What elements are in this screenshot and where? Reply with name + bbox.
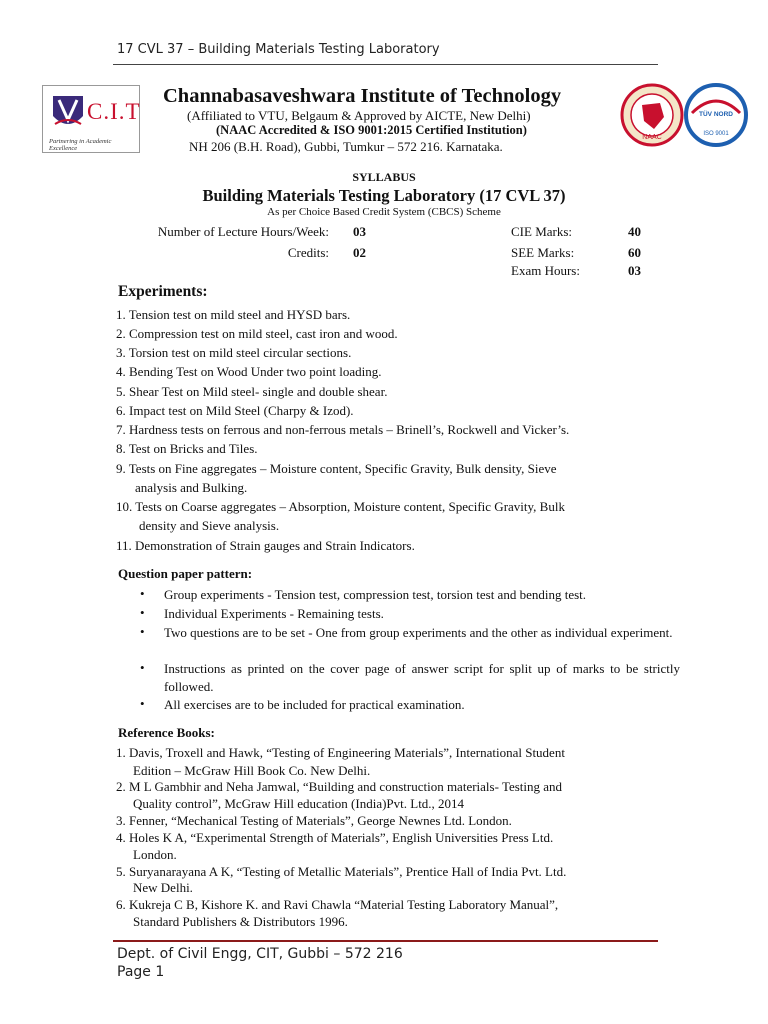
institute-name: Channabasaveshwara Institute of Technology	[163, 85, 562, 107]
footer-department: Dept. of Civil Engg, CIT, Gubbi – 572 216	[117, 946, 403, 962]
reference-item-continuation: London.	[133, 847, 177, 862]
bullet-icon: •	[140, 660, 145, 675]
reference-item: 5. Suryanarayana A K, “Testing of Metallic Materials”, Prentice Hall of India Pvt. Ltd.	[116, 864, 567, 879]
reference-item: 3. Fenner, “Mechanical Testing of Materials”, George Newnes Ltd. London.	[116, 813, 512, 828]
footer-divider	[113, 940, 658, 942]
bullet-icon: •	[140, 624, 145, 639]
institute-affiliation: (Affiliated to VTU, Belgaum & Approved by AICTE, New Delhi)	[187, 108, 531, 123]
reference-item: 6. Kukreja C B, Kishore K. and Ravi Chawla “Material Testing Laboratory Manual”,	[116, 897, 559, 912]
experiment-item: 4. Bending Test on Wood Under two point loading.	[116, 364, 382, 379]
cit-logo	[42, 85, 140, 153]
lecture-hours-label: Number of Lecture Hours/Week:	[157, 224, 329, 239]
experiment-item: 7. Hardness tests on ferrous and non-ferrous metals – Brinell’s, Rockwell and Vicker’s.	[116, 422, 570, 437]
naac-seal-label: NAAC	[642, 134, 662, 141]
bullet-icon: •	[140, 696, 145, 711]
question-pattern-text: All exercises are to be included for practical examination.	[164, 697, 465, 712]
see-marks-value: 60	[628, 245, 641, 260]
question-pattern-heading: Question paper pattern:	[118, 566, 253, 581]
reference-item-continuation: New Delhi.	[133, 880, 193, 895]
reference-item: 4. Holes K A, “Experimental Strength of Materials”, English Universities Press Ltd.	[116, 830, 554, 845]
cie-marks-label: CIE Marks:	[511, 224, 573, 239]
course-title: Building Materials Testing Laboratory (17 CVL 37)	[202, 186, 566, 205]
question-pattern-text: Two questions are to be set - One from group experiments and the other as individual experiment.	[164, 625, 673, 640]
question-pattern-text: Individual Experiments - Remaining tests.	[164, 606, 384, 621]
scheme-note: As per Choice Based Credit System (CBCS) Scheme	[267, 206, 501, 218]
reference-item: 1. Davis, Troxell and Hawk, “Testing of Engineering Materials”, International Student	[116, 745, 565, 760]
experiment-item-continuation: analysis and Bulking.	[135, 480, 248, 495]
bullet-icon: •	[140, 586, 145, 601]
header-divider	[113, 64, 658, 65]
institute-accreditation	[216, 123, 527, 138]
see-marks-label: SEE Marks:	[511, 245, 575, 260]
experiment-item-continuation: density and Sieve analysis.	[139, 518, 280, 533]
cit-logo-text: C.I.T	[87, 99, 141, 124]
reference-books-heading: Reference Books:	[118, 725, 215, 740]
experiment-item: 8. Test on Bricks and Tiles.	[116, 441, 258, 456]
question-pattern-text: Group experiments - Tension test, compression test, torsion test and bending test.	[164, 587, 587, 602]
experiment-item: 1. Tension test on mild steel and HYSD bars.	[116, 307, 351, 322]
question-pattern-text: Instructions as printed on the cover page of answer script for split up of marks to be strictly followed.	[164, 661, 680, 694]
experiment-item: 9. Tests on Fine aggregates – Moisture content, Specific Gravity, Bulk density, Sieve	[116, 461, 557, 476]
experiment-item: 3. Torsion test on mild steel circular sections.	[116, 345, 352, 360]
institute-accreditation-text: (NAAC Accredited & ISO 9001:2015 Certified Institution)	[216, 123, 527, 137]
bullet-icon: •	[140, 605, 145, 620]
credits-value: 02	[353, 245, 366, 260]
experiment-item: 5. Shear Test on Mild steel- single and double shear.	[116, 384, 388, 399]
tuv-iso-seal-icon	[684, 83, 748, 147]
syllabus-label: SYLLABUS	[352, 170, 416, 184]
experiment-item: 10. Tests on Coarse aggregates – Absorption, Moisture content, Specific Gravity, Bulk	[116, 499, 565, 514]
experiment-item: 2. Compression test on mild steel, cast iron and wood.	[116, 326, 398, 341]
cit-logo-tagline: Partnering in Academic Excellence	[49, 138, 112, 152]
naac-seal-icon	[620, 83, 684, 147]
institute-address: NH 206 (B.H. Road), Gubbi, Tumkur – 572 216. Karnataka.	[189, 139, 503, 154]
experiments-heading: Experiments:	[118, 283, 208, 300]
lecture-hours-value: 03	[353, 224, 366, 239]
experiment-item: 11. Demonstration of Strain gauges and Strain Indicators.	[116, 538, 415, 553]
cie-marks-value: 40	[628, 224, 641, 239]
iso-label: ISO 9001	[703, 131, 729, 137]
reference-item-continuation: Edition – McGraw Hill Book Co. New Delhi.	[133, 763, 371, 778]
reference-item-continuation: Quality control”, McGraw Hill education (India)Pvt. Ltd., 2014	[133, 796, 465, 811]
tuv-label: TÜV NORD	[699, 111, 733, 118]
experiment-item: 6. Impact test on Mild Steel (Charpy & Izod).	[116, 403, 354, 418]
reference-item-continuation: Standard Publishers & Distributors 1996.	[133, 914, 348, 929]
credits-label: Credits:	[287, 245, 329, 260]
page-number: Page 1	[117, 964, 165, 980]
reference-item: 2. M L Gambhir and Neha Jamwal, “Building and construction materials- Testing and	[116, 779, 563, 794]
running-header: 17 CVL 37 – Building Materials Testing Laboratory	[117, 42, 440, 57]
exam-hours-value: 03	[628, 263, 641, 278]
exam-hours-label: Exam Hours:	[511, 263, 580, 278]
